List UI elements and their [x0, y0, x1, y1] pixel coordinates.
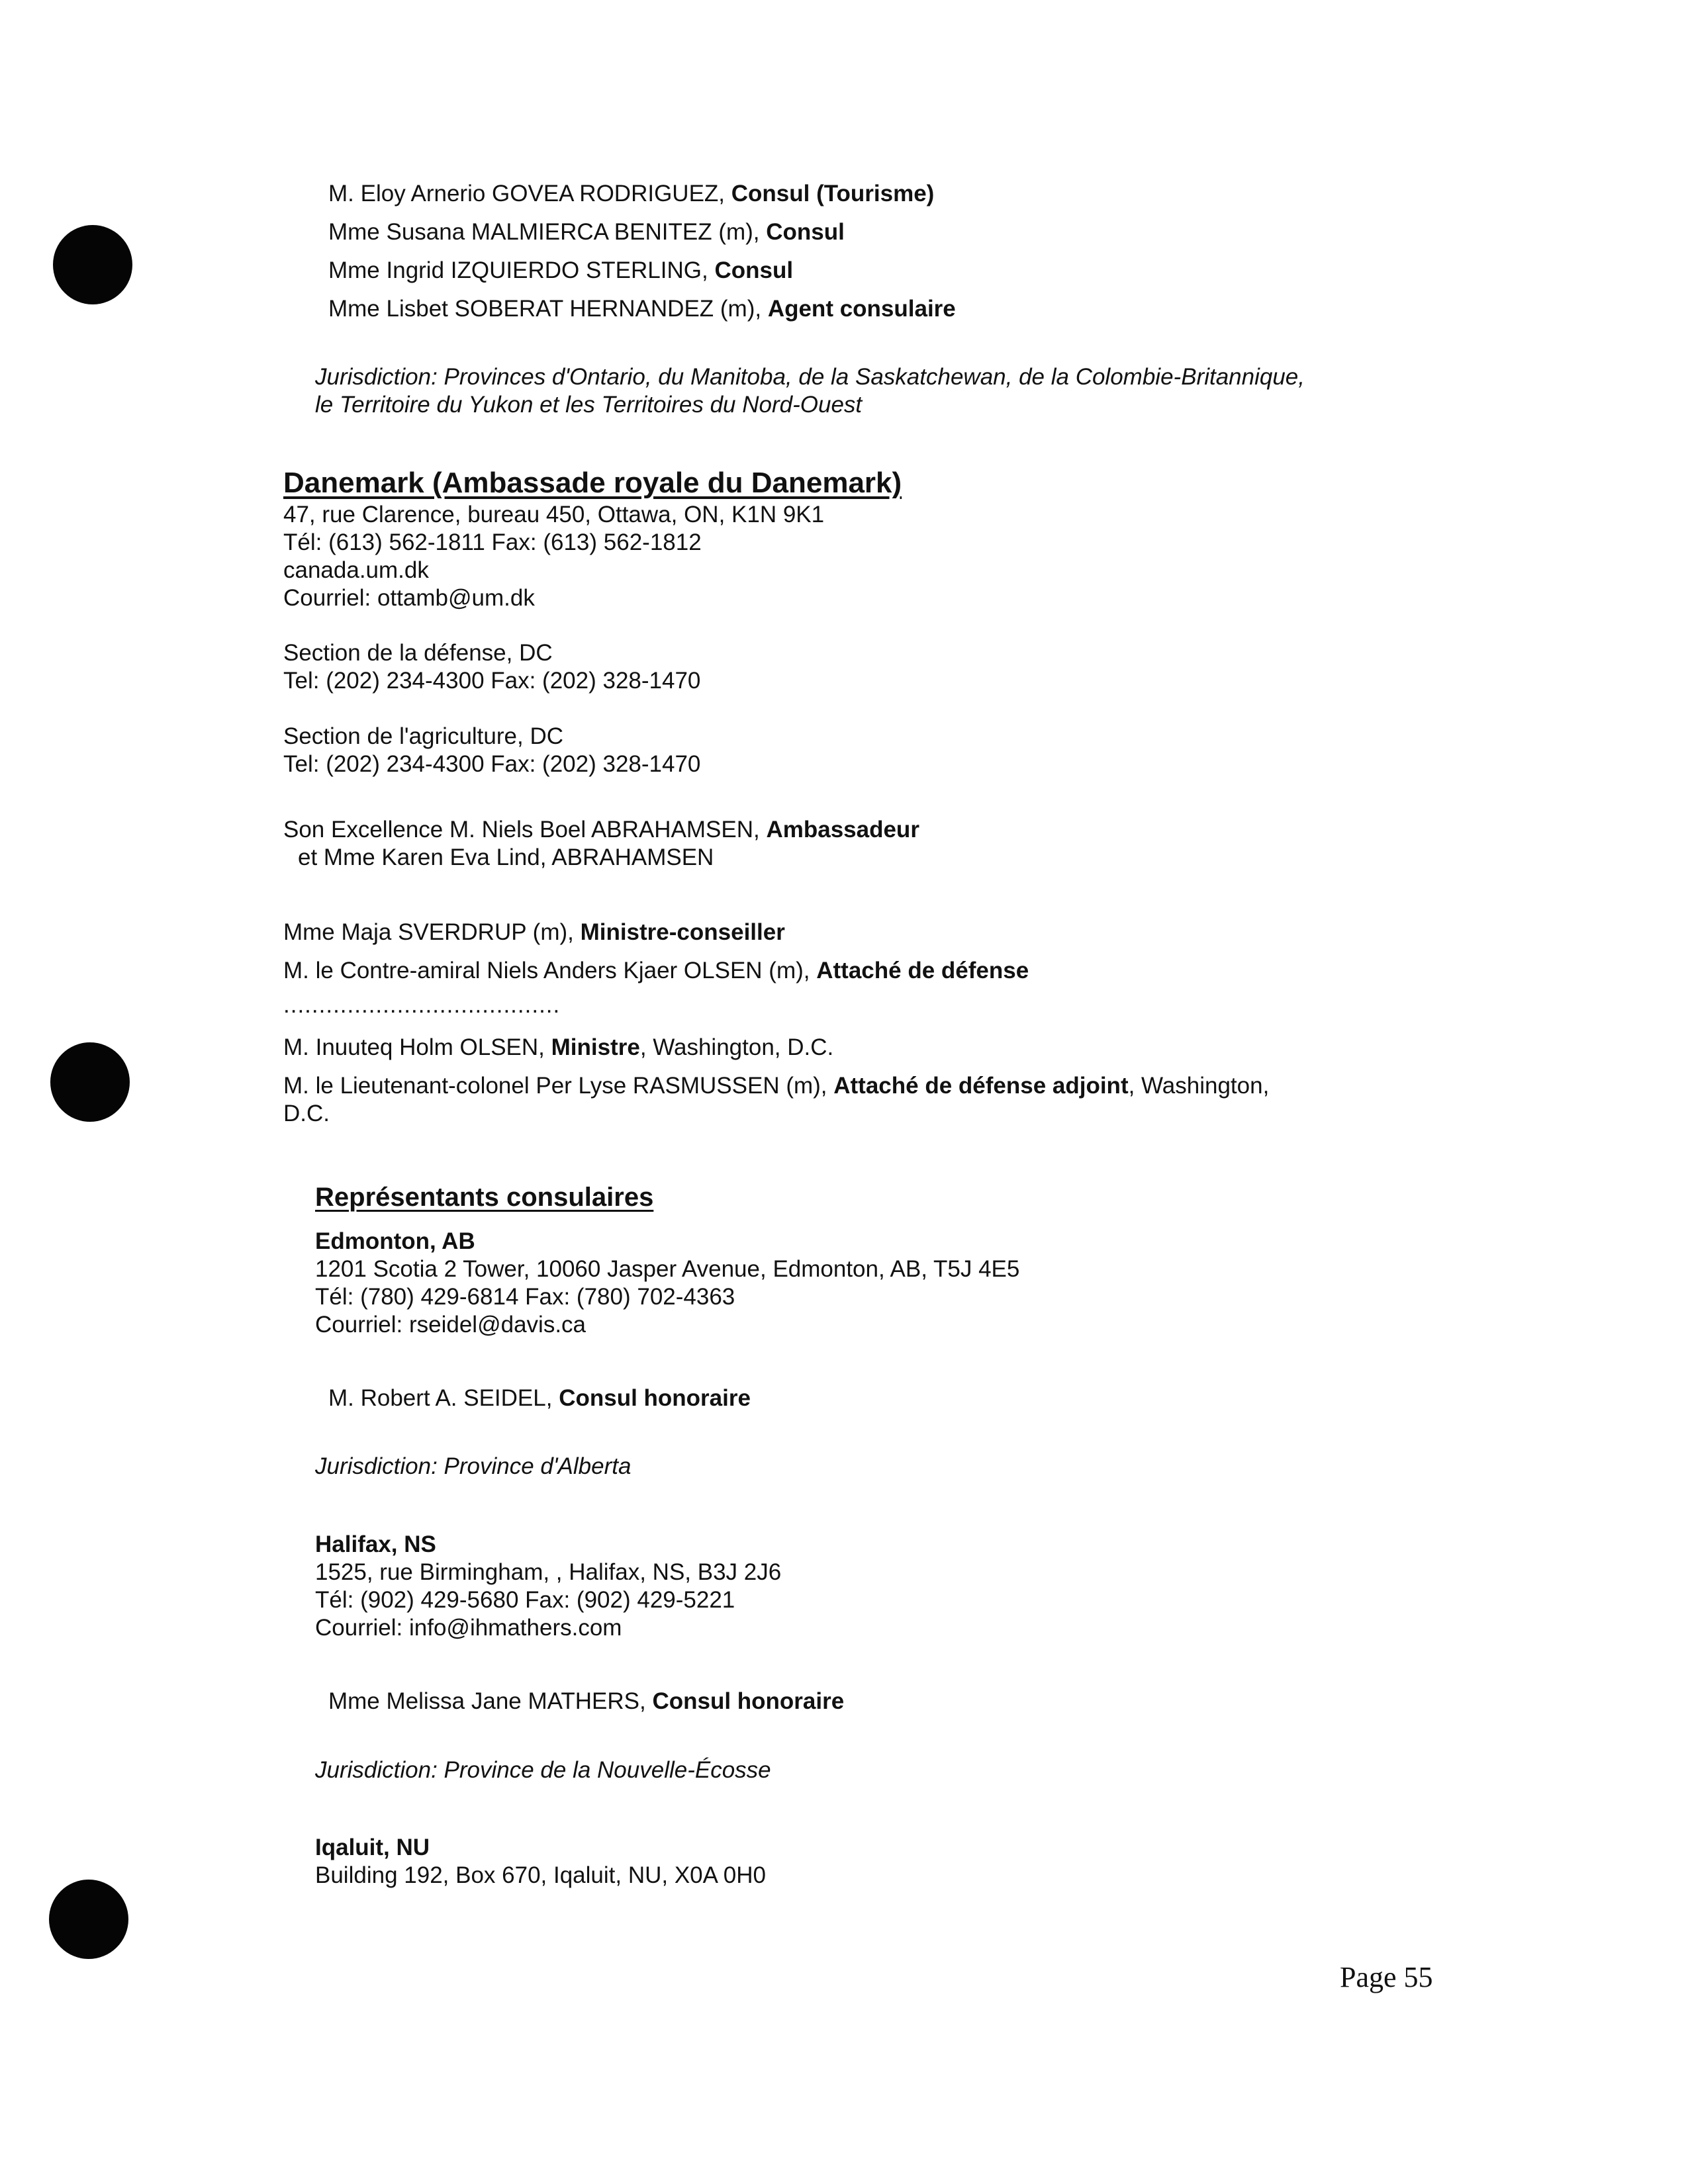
spouse-line: et Mme Karen Eva Lind, ABRAHAMSEN — [298, 844, 714, 870]
city-heading: Iqaluit, NU — [315, 1835, 430, 1860]
website: canada.um.dk — [283, 557, 429, 583]
jurisdiction-text: Jurisdiction: Province d'Alberta — [315, 1453, 632, 1479]
punch-hole-middle — [50, 1042, 130, 1122]
address: 47, rue Clarence, bureau 450, Ottawa, ON, K1N 9K1 — [283, 502, 825, 527]
phone-fax: Tél: (780) 429-6814 Fax: (780) 702-4363 — [315, 1284, 735, 1310]
staff-line: M. le Lieutenant-colonel Per Lyse RASMUSSEN (m), Attaché de défense adjoint, Washington, — [283, 1073, 1270, 1099]
phone-fax: Tel: (202) 234-4300 Fax: (202) 328-1470 — [283, 751, 701, 777]
staff-line: Mme Maja SVERDRUP (m), Ministre-conseiller — [283, 919, 785, 945]
staff-line: Mme Melissa Jane MATHERS, Consul honoraire — [328, 1688, 845, 1714]
staff-line: M. Eloy Arnerio GOVEA RODRIGUEZ, Consul (Tourisme) — [328, 181, 935, 206]
address: 1201 Scotia 2 Tower, 10060 Jasper Avenue, Edmonton, AB, T5J 4E5 — [315, 1256, 1020, 1282]
jurisdiction-text: Jurisdiction: Province de la Nouvelle-Écosse — [315, 1757, 771, 1783]
ambassador-line: Son Excellence M. Niels Boel ABRAHAMSEN, Ambassadeur — [283, 817, 919, 842]
city-heading: Edmonton, AB — [315, 1228, 475, 1254]
phone-fax: Tél: (902) 429-5680 Fax: (902) 429-5221 — [315, 1587, 735, 1613]
address: 1525, rue Birmingham, , Halifax, NS, B3J 2J6 — [315, 1559, 782, 1585]
punch-hole-top — [53, 225, 132, 304]
email: Courriel: rseidel@davis.ca — [315, 1312, 586, 1338]
email: Courriel: info@ihmathers.com — [315, 1615, 622, 1641]
phone-fax: Tél: (613) 562-1811 Fax: (613) 562-1812 — [283, 529, 702, 555]
jurisdiction-text: Jurisdiction: Provinces d'Ontario, du Manitoba, de la Saskatchewan, de la Colombie-Britannique, — [315, 364, 1305, 390]
address: Building 192, Box 670, Iqaluit, NU, X0A 0H0 — [315, 1862, 766, 1888]
country-heading: Danemark (Ambassade royale du Danemark) — [283, 467, 902, 499]
dotted-separator: ....................................... — [283, 992, 561, 1018]
email: Courriel: ottamb@um.dk — [283, 585, 535, 611]
jurisdiction-text: le Territoire du Yukon et les Territoires du Nord-Ouest — [315, 392, 863, 418]
section-label: Section de l'agriculture, DC — [283, 723, 563, 749]
staff-line-wrap: D.C. — [283, 1101, 330, 1126]
staff-line: Mme Ingrid IZQUIERDO STERLING, Consul — [328, 257, 794, 283]
section-label: Section de la défense, DC — [283, 640, 553, 666]
staff-line: M. Robert A. SEIDEL, Consul honoraire — [328, 1385, 751, 1411]
staff-line: Mme Susana MALMIERCA BENITEZ (m), Consul — [328, 219, 845, 245]
staff-line: Mme Lisbet SOBERAT HERNANDEZ (m), Agent consulaire — [328, 296, 956, 322]
staff-line: M. le Contre-amiral Niels Anders Kjaer OLSEN (m), Attaché de défense — [283, 958, 1029, 983]
punch-hole-bottom — [49, 1880, 128, 1959]
page-number: Page 55 — [1340, 1961, 1433, 1993]
phone-fax: Tel: (202) 234-4300 Fax: (202) 328-1470 — [283, 668, 701, 694]
staff-line: M. Inuuteq Holm OLSEN, Ministre, Washington, D.C. — [283, 1034, 834, 1060]
city-heading: Halifax, NS — [315, 1531, 436, 1557]
subsection-heading: Représentants consulaires — [315, 1183, 654, 1212]
